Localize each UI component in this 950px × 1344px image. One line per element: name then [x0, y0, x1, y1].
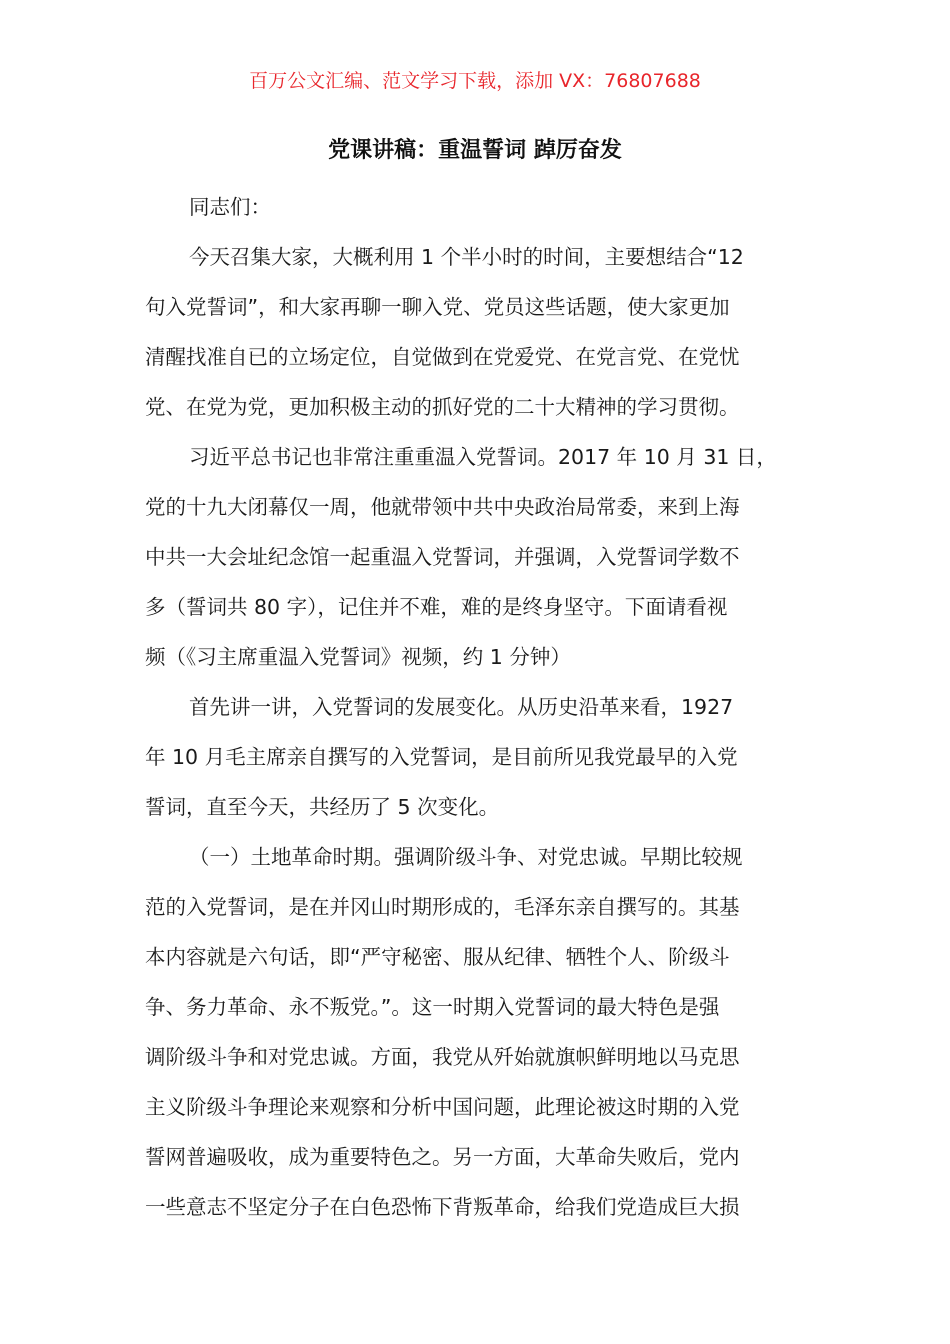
paragraph-line: 句入党誓词”，和大家再聊一聊入党、党员这些话题，使大家更加 [145, 295, 730, 319]
paragraph-line: 争、务力革命、永不叛党。”。这一时期入党誓词的最大特色是强 [145, 995, 720, 1019]
paragraph-line: 首先讲一讲，入党誓词的发展变化。从历史沿革来看，1927 [189, 695, 734, 719]
paragraph-line: 中共一大会址纪念馆一起重温入党誓词，并强调，入党誓词学数不 [145, 545, 740, 569]
document-title: 党课讲稿：重温誓词 踔厉奋发 [328, 138, 622, 163]
paragraph-line: 一些意志不坚定分子在白色恐怖下背叛革命，给我们党造成巨大损 [145, 1195, 740, 1219]
paragraph-line: 清醒找准自已的立场定位，自觉做到在党爱党、在党言党、在党忧 [145, 345, 740, 369]
salutation: 同志们： [189, 195, 271, 219]
paragraph-line: 誓网普遍吸收，成为重要特色之。另一方面，大革命失败后，党内 [145, 1145, 740, 1169]
paragraph-4 [145, 832, 807, 1232]
paragraph-line: 多（誓词共 80 字），记住并不难，难的是终身坚守。下面请看视 [145, 595, 728, 619]
paragraph-line: 频（《习主席重温入党誓词》视频，约 1 分钟） [145, 645, 571, 669]
paragraph-line: 党的十九大闭幕仅一周，他就带领中共中央政治局常委，来到上海 [145, 495, 740, 519]
paragraph-line: 本内容就是六句话，即“严守秘密、服从纪律、牺牲个人、阶级斗 [145, 945, 730, 969]
paragraph-line: 誓词，直至今天，共经历了 5 次变化。 [145, 795, 500, 819]
paragraph-line: 习近平总书记也非常注重重温入党誓词。2017 年 10 月 31 日， [189, 445, 777, 469]
promo-banner: 百万公文汇编、范文学习下载，添加 VX：76807688 [249, 70, 701, 92]
paragraph-3 [145, 682, 807, 832]
paragraph-line: 调阶级斗争和对党忠诚。方面，我党从歼始就旗帜鲜明地以马克思 [145, 1045, 740, 1069]
paragraph-line: 主义阶级斗争理论来观察和分析中国问题，此理论被这时期的入党 [145, 1095, 740, 1119]
paragraph-line: （一）土地革命时期。强调阶级斗争、对党忠诚。早期比较规 [189, 845, 743, 869]
paragraph-line: 范的入党誓词，是在并冈山时期形成的，毛泽东亲自撰写的。其基 [145, 895, 740, 919]
paragraph-line: 年 10 月毛主席亲自撰写的入党誓词，是目前所见我党最早的入党 [145, 745, 738, 769]
document-body [145, 182, 807, 1232]
paragraph-1 [145, 232, 807, 432]
paragraph-line: 今天召集大家，大概利用 1 个半小时的时间，主要想结合“12 [189, 245, 744, 269]
paragraph-line: 党、在党为党，更加积极主动的抓好党的二十大精神的学习贯彻。 [145, 395, 740, 419]
paragraph-2 [145, 432, 807, 682]
